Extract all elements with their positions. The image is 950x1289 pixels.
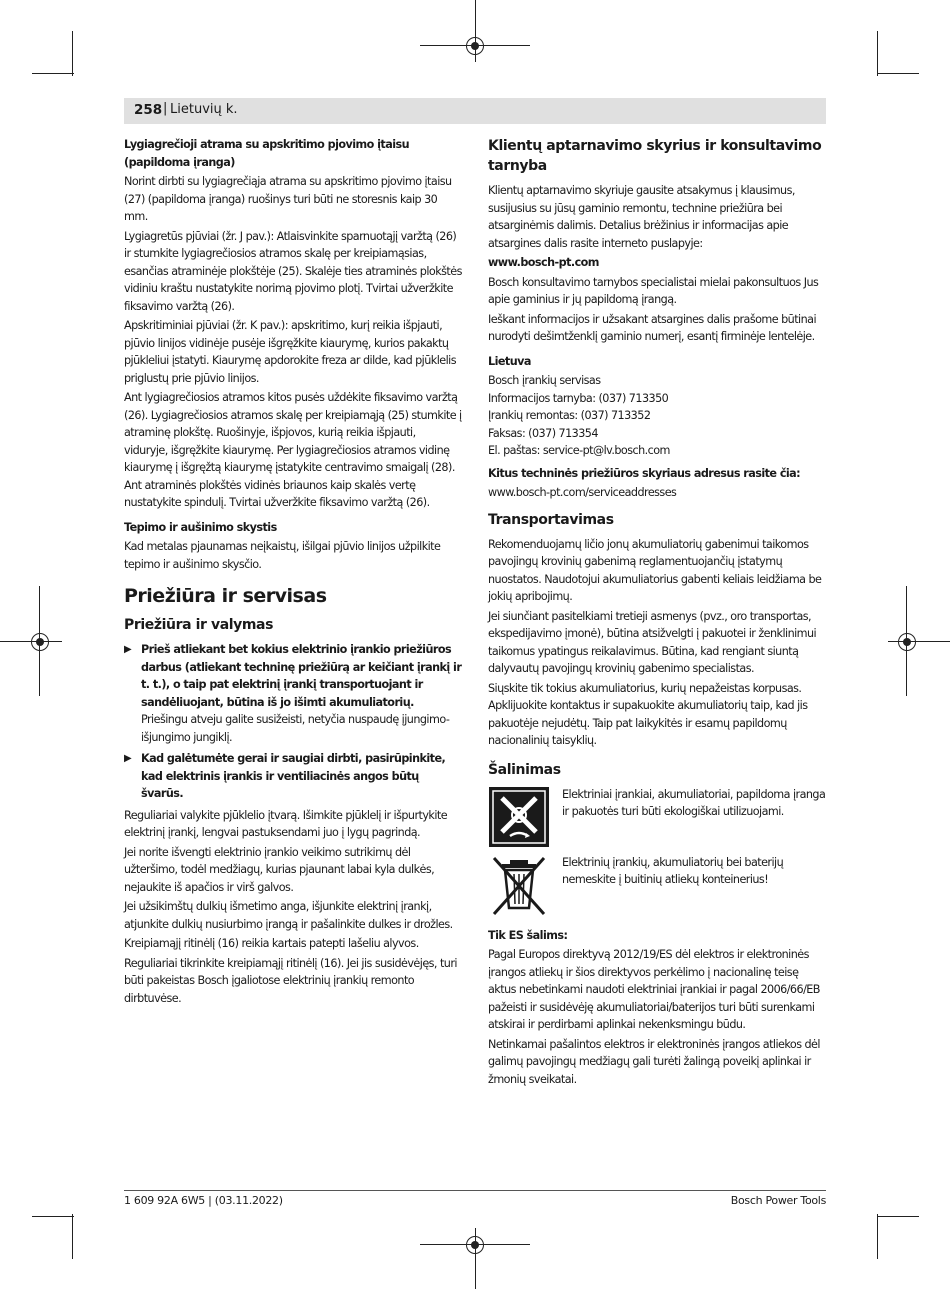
eu-only-heading: Tik ES šalims: [488, 928, 568, 942]
paragraph: Reguliariai tikrinkite kreipiamąjį ritinėlį (16). Jei jis susidėvėjęs, turi būti pakeistas Bosch įgaliotose elektrinių įrankių remonto dirbtuvėse. [124, 956, 457, 1005]
contact-line: Bosch įrankių servisas [488, 374, 601, 387]
paragraph: Lygiagretūs pjūviai (žr. J pav.): Atlaisvinkite sparnuotąjį varžtą (26) ir stumkite lygiagrečiosios atramos skalę per kreipiamąsias, esančias atraminėje plokštėje (25). Skalėje ties atraminės plokštės vidiniu kraštu nustatykite norimą pjovimo plotį. Tvirtai užveržkite fiksavimo varžtą (26). [124, 229, 462, 313]
service-addresses-link[interactable]: www.bosch-pt.com/serviceaddresses [488, 486, 677, 499]
customer-service-heading: Klientų aptarnavimo skyrius ir konsultavimo tarnyba [488, 138, 822, 174]
paragraph: Pagal Europos direktyvą 2012/19/ES dėl elektros ir elektroninės įrangos atliekų ir šios direktyvos perkėlimo į nacionalinę teisę aktus nebetinkami naudoti elektriniai įrankiai ir pagal 2006/66/EB pažeisti ir susidėvėję akumuliatoriai/baterijos turi būti surenkami atskirai ir perdirbami aplinkai nekenksmingu būdu. [488, 948, 820, 1031]
left-column [124, 136, 462, 1009]
paragraph: Rekomenduojamų ličio jonų akumuliatorių gabenimui taikomos pavojingų krovinių gabenimą reglamentuojančių įstatymų nuostatos. Naudotojui akumuliatorius gabenti keliais leidžiama be jokių apribojimų. [488, 537, 822, 603]
paragraph: Bosch konsultavimo tarnybos specialistai mielai pakonsultuos Jus apie gaminius ir jų papildomą įrangą. [488, 275, 819, 306]
other-addresses-heading: Kitus techninės priežiūros skyriaus adresus rasite čia: [488, 466, 801, 480]
footer-document-number: 1 609 92A 6W5 | (03.11.2022) [124, 1194, 283, 1207]
paragraph: Reguliariai valykite pjūklelio įtvarą. Išimkite pjūklelį ir išpurtykite elektrinį įrankį, lengvai pastuksendami juo į lygų pagrindą. [124, 808, 448, 839]
paragraph: Siųskite tik tokius akumuliatorius, kurių nepažeistas korpusas. Apklijuokite kontaktus ir supakuokite akumuliatorių taip, kad jis pakuotėje nejudėtų. Taip pat laikykitės ir esamų papildomų nacionalinių taisyklių. [488, 681, 808, 747]
paragraph: Jei užsikimštų dulkių išmetimo anga, išjunkite elektrinį įrankį, atjunkite dulkių nusiurbimo įrangą ir pašalinkite dulkes ir drožles. [124, 900, 453, 931]
header-separator: | [163, 101, 168, 116]
disposal-text: Elektriniai įrankiai, akumuliatoriai, papildoma įranga ir pakuotės turi būti ekologiškai utilizuojami. [562, 787, 826, 818]
disposal-heading: Šalinimas [488, 761, 561, 778]
warning-text: Priešingu atveju galite susižeisti, netyčia nuspaudę įjungimo-išjungimo jungiklį. [141, 713, 450, 744]
country-heading: Lietuva [488, 354, 531, 368]
waste-bin-row [488, 854, 826, 918]
crossed-bin-icon [488, 854, 550, 916]
warning-bullet [124, 641, 462, 746]
paragraph: Jei siunčiant pasitelkiami tretieji asmenys (pvz., oro transportas, ekspedijavimo įmonė), būtina atsižvelgti į pakuotei ir ženklinimui taikomus ypatingus reikalavimus. Būtina, kad rengiant siuntą dalyvautų pavojingų krovinių gabenimo specialistas. [488, 609, 817, 675]
contact-line: Informacijos tarnyba: (037) 713350 [488, 391, 669, 405]
maintenance-service-heading: Priežiūra ir servisas [124, 585, 327, 607]
paragraph: Apskritiminiai pjūviai (žr. K pav.): apskritimo, kurį reikia išpjauti, pjūvio linijos vidinėje pusėje išgręžkite kiaurymę, kurios pakaktų pjūkleliui įstatyti. Kiaurymę apdorokite freza ar dilde, kad pjūklelis priglustų prie pjūvio linijos. [124, 319, 456, 385]
contact-line: Faksas: (037) 713354 [488, 426, 598, 440]
paragraph: Ant lygiagrečiosios atramos kitos pusės uždėkite fiksavimo varžtą (26). Lygiagrečiosios atramos skalę per kreipiamąją (25) stumkite į atraminę plokštę. Ruošinyje, išpjovos, kurią reikia išpjauti, viduryje, išgręžkite kiaurymę. Per lygiagrečiosios atramos vidinę kiaurymę į išgręžtą kiaurymę įstatykite centravimo smaigalį (28). Ant atraminės plokštės vidinės briaunos kaip skalės vertę nustatykite spindulį. Tvirtai užveržkite fiksavimo varžtą (26). [124, 391, 462, 509]
maintenance-cleaning-heading: Priežiūra ir valymas [124, 617, 274, 633]
paragraph: Kad metalas pjaunamas neįkaistų, išilgai pjūvio linijos užpilkite tepimo ir aušinimo skysčio. [124, 540, 441, 571]
warning-bold-text: Kad galėtumėte gerai ir saugiai dirbti, pasirūpinkite, kad elektrinis įrankis ir ventiliacinės angos būtų švarūs. [141, 752, 446, 800]
paragraph: Kreipiamąjį ritinėlį (16) reikia kartais patepti lašeliu alyvos. [124, 937, 419, 950]
paragraph: Ieškant informacijos ir užsakant atsargines dalis prašome būtinai nurodyti dešimtženklį gaminio numerį, esantį firminėje lentelėje. [488, 312, 817, 343]
recycle-tools-icon [488, 786, 550, 848]
transport-heading: Transportavimas [488, 511, 614, 528]
header-language: Lietuvių k. [170, 102, 238, 117]
paragraph: Klientų aptarnavimo skyriuje gausite atsakymus į klausimus, susijusius su jūsų gaminio remontu, technine priežiūra bei atsarginėmis dalimis. Detalius brėžinius ir informacijas apie atsargines dalis rasite interneto puslapyje: [488, 184, 795, 250]
warning-bullet [124, 750, 462, 803]
bullet-arrow-icon: ▶ [124, 753, 132, 764]
page-footer [124, 1190, 826, 1207]
footer-brand: Bosch Power Tools [730, 1194, 826, 1207]
bullet-arrow-icon: ▶ [124, 644, 132, 655]
warning-bold-text: Prieš atliekant bet kokius elektrinio įrankio priežiūros darbus (atliekant techninę priežiūrą ar keičiant įrankį ir t. t.), o taip pat elektrinį įrankį transportuojant ir sandėliuojant, būtina iš jo išimti akumuliatorių. [141, 643, 462, 709]
recycling-row [488, 786, 826, 850]
parallel-guide-heading: Lygiagrečioji atrama su apskritimo pjovimo įtaisu (papildoma įranga) [124, 138, 410, 169]
page-header [124, 98, 826, 124]
right-column [488, 136, 826, 1090]
contact-line: Įrankių remontas: (037) 713352 [488, 409, 651, 422]
page-number: 258 [134, 102, 163, 118]
website-link[interactable]: www.bosch-pt.com [488, 256, 599, 269]
paragraph: Netinkamai pašalintos elektros ir elektroninės įrangos atliekos dėl galimų pavojingų medžiagų gali turėti žalingą poveikį aplinkai ir žmonių sveikatai. [488, 1037, 820, 1086]
paragraph: Norint dirbti su lygiagrečiąja atrama su apskritimo pjovimo įtaisu (27) (papildoma įranga) ruošinys turi būti ne storesnis kaip 30 mm. [124, 175, 452, 223]
disposal-text: Elektrinių įrankių, akumuliatorių bei baterijų nemeskite į buitinių atliekų konteinerius! [562, 855, 784, 886]
paragraph: Jei norite išvengti elektrinio įrankio veikimo sutrikimų dėl užteršimo, todėl medžiagų, kurias pjaunant labai kyla dulkės, nejaukite iš apačios ir virš galvos. [124, 845, 435, 894]
contact-line: El. paštas: service-pt@lv.bosch.com [488, 444, 670, 457]
coolant-heading: Tepimo ir aušinimo skystis [124, 520, 277, 534]
